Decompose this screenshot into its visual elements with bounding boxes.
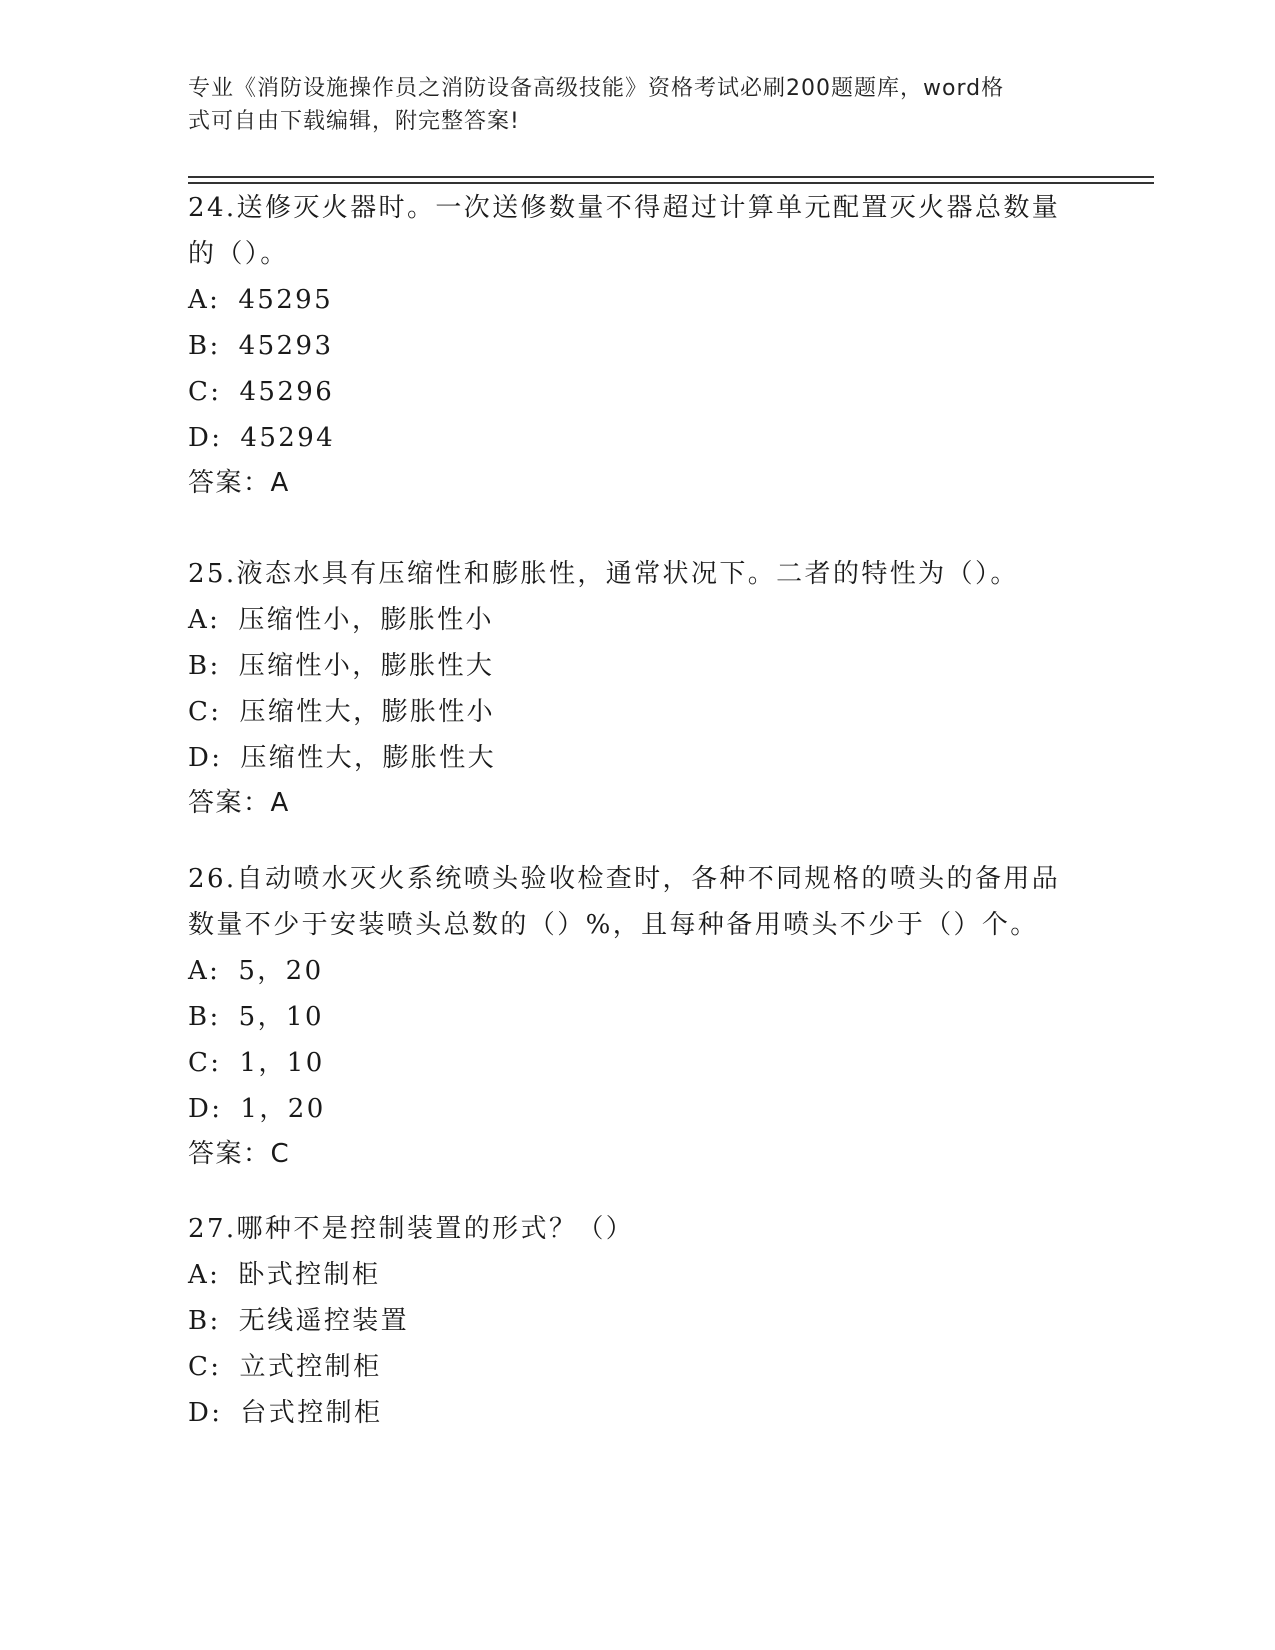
question-24	[188, 185, 1088, 505]
option-letter: D:	[188, 1398, 223, 1428]
option-text: 压缩性小，膨胀性小	[238, 605, 494, 635]
question-stem-line-1: 25.液态水具有压缩性和膨胀性，通常状况下。二者的特性为（）。	[188, 559, 1019, 589]
option-c	[188, 1344, 1088, 1390]
option-text: 压缩性大，膨胀性大	[240, 743, 497, 773]
option-b	[188, 643, 1088, 689]
option-letter: C:	[188, 1352, 222, 1382]
option-letter: A:	[188, 1260, 221, 1290]
option-letter: D:	[188, 743, 223, 773]
option-text: 压缩性大，膨胀性小	[239, 697, 496, 727]
document-header	[188, 72, 1068, 138]
option-letter: A:	[188, 605, 221, 635]
option-letter: D:	[188, 1094, 223, 1124]
option-letter: B:	[188, 1306, 221, 1336]
option-c	[188, 1040, 1088, 1086]
option-c	[188, 369, 1088, 415]
option-text: 5，20	[238, 956, 324, 986]
option-c	[188, 689, 1088, 735]
option-letter: C:	[188, 377, 222, 407]
option-letter: B:	[188, 651, 221, 681]
option-b	[188, 994, 1088, 1040]
option-letter: D:	[188, 423, 223, 453]
answer-label: 答案：C	[188, 1139, 291, 1169]
option-letter: B:	[188, 331, 221, 361]
header-divider-bottom	[188, 182, 1154, 184]
answer-label: 答案：A	[188, 468, 290, 498]
question-25	[188, 551, 1088, 825]
option-text: 压缩性小，膨胀性大	[238, 651, 495, 681]
question-stem-line-1: 24.送修灭火器时。一次送修数量不得超过计算单元配置灭火器总数量	[188, 193, 1061, 223]
option-letter: A:	[188, 956, 221, 986]
question-stem-line-1: 27.哪种不是控制装置的形式？（）	[188, 1214, 635, 1244]
option-letter: A:	[188, 285, 221, 315]
option-b	[188, 1298, 1088, 1344]
question-26	[188, 856, 1088, 1176]
option-a	[188, 1252, 1088, 1298]
header-line-1: 专业《消防设施操作员之消防设备高级技能》资格考试必刷200题题库，word格	[188, 76, 1005, 101]
option-text: 立式控制柜	[239, 1352, 382, 1382]
option-text: 卧式控制柜	[238, 1260, 381, 1290]
option-text: 45296	[239, 377, 335, 407]
header-divider-top	[188, 176, 1154, 178]
option-text: 45293	[238, 331, 334, 361]
option-text: 台式控制柜	[240, 1398, 383, 1428]
option-text: 5，10	[238, 1002, 324, 1032]
option-d	[188, 1086, 1088, 1132]
question-stem-line-1: 26.自动喷水灭火系统喷头验收检查时，各种不同规格的喷头的备用品	[188, 864, 1061, 894]
option-a	[188, 277, 1088, 323]
question-stem-line-2: 数量不少于安装喷头总数的（）%，且每种备用喷头不少于（）个。	[188, 910, 1039, 940]
option-d	[188, 415, 1088, 461]
option-a	[188, 948, 1088, 994]
answer-label: 答案：A	[188, 788, 290, 818]
option-text: 45294	[240, 423, 336, 453]
option-text: 1，20	[240, 1094, 326, 1124]
option-letter: C:	[188, 697, 222, 727]
option-a	[188, 597, 1088, 643]
option-b	[188, 323, 1088, 369]
option-text: 45295	[238, 285, 334, 315]
option-letter: B:	[188, 1002, 221, 1032]
option-text: 1，10	[239, 1048, 325, 1078]
option-d	[188, 735, 1088, 781]
question-27	[188, 1206, 1088, 1436]
question-stem-line-2: 的（）。	[188, 239, 289, 269]
option-d	[188, 1390, 1088, 1436]
header-line-2: 式可自由下载编辑，附完整答案!	[188, 109, 520, 134]
option-letter: C:	[188, 1048, 222, 1078]
option-text: 无线遥控装置	[238, 1306, 410, 1336]
